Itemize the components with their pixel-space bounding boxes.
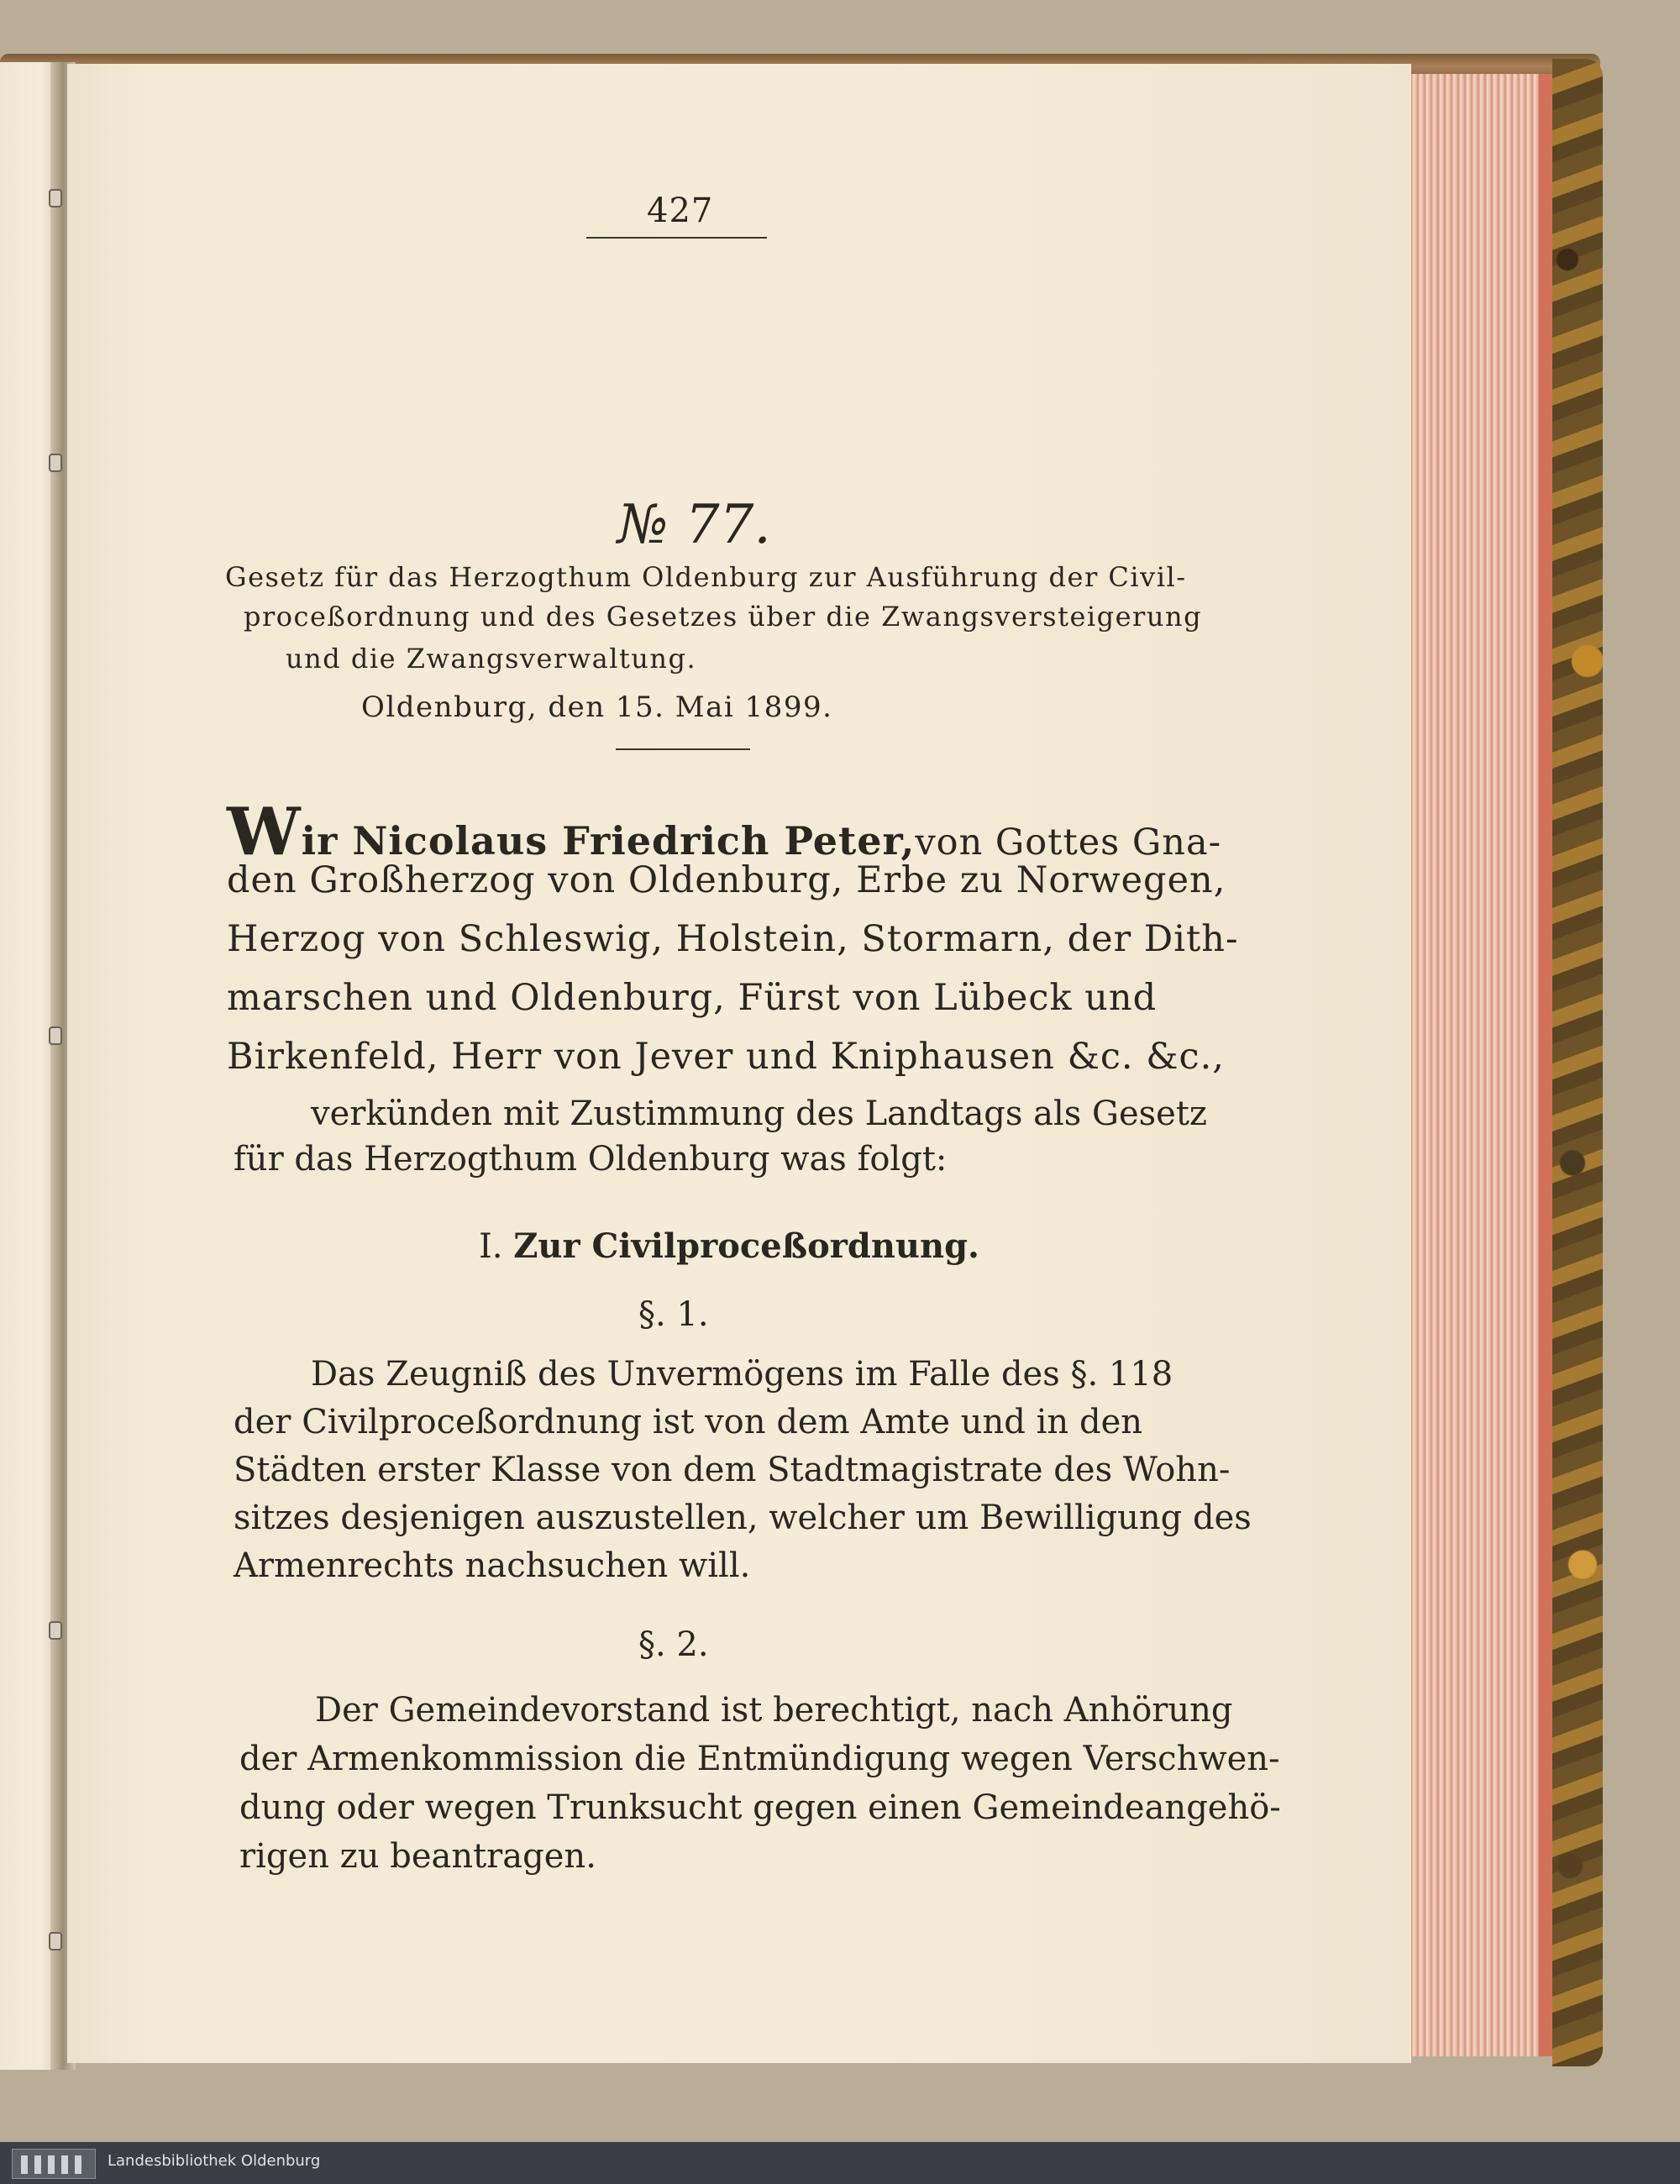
- section-1-line-5: Armenrechts nachsuchen will.: [234, 1546, 751, 1585]
- heading-separator: [616, 748, 750, 750]
- law-heading-line-3: und die Zwangsverwaltung.: [286, 643, 697, 675]
- section-1-line-3: Städten erster Klasse von dem Stadtmagistrate des Wohn-: [234, 1451, 1231, 1489]
- page-number-rule: [586, 237, 767, 239]
- binding-stitch: [49, 1932, 62, 1950]
- library-logo-icon: [12, 2149, 96, 2179]
- marbled-cover: [1552, 59, 1603, 2066]
- library-name: Landesbibliothek Oldenburg: [108, 2152, 321, 2170]
- sovereign-name: ir Nicolaus Friedrich Peter,: [301, 818, 916, 864]
- law-heading-line-1: Gesetz für das Herzogthum Oldenburg zur Ausführung der Civil-: [225, 561, 1187, 593]
- viewer-footer-bar: [0, 2142, 1680, 2184]
- part-title-text: Zur Civilproceßordnung.: [513, 1226, 979, 1266]
- proclamation-line-1: verkünden mit Zustimmung des Landtags als Gesetz: [311, 1095, 1207, 1133]
- binding-stitch: [49, 1026, 62, 1045]
- section-2-line-1: Der Gemeindevorstand ist berechtigt, nach Anhörung: [315, 1691, 1233, 1730]
- binding-stitch: [49, 454, 62, 472]
- part-title: [479, 1226, 979, 1266]
- page-number: 427: [647, 192, 714, 230]
- section-2-line-3: dung oder wegen Trunksucht gegen einen Gemeindeangehö-: [239, 1788, 1281, 1827]
- preamble-line-1-rest: von Gottes Gna-: [915, 822, 1222, 864]
- page-fore-edges: [1407, 74, 1554, 2056]
- preamble-line-2: den Großherzog von Oldenburg, Erbe zu Norwegen,: [227, 859, 1226, 901]
- binding-stitch: [49, 189, 62, 207]
- law-date-line: Oldenburg, den 15. Mai 1899.: [361, 690, 833, 724]
- proclamation-line-2: für das Herzogthum Oldenburg was folgt:: [234, 1140, 948, 1179]
- section-1-line-4: sitzes desjenigen auszustellen, welcher um Bewilligung des: [234, 1499, 1252, 1537]
- section-1-title: §. 1.: [638, 1295, 709, 1334]
- drop-cap-initial: W: [227, 794, 302, 870]
- section-2-line-4: rigen zu beantragen.: [239, 1837, 596, 1876]
- law-number: № 77.: [617, 494, 771, 556]
- section-1-line-1: Das Zeugniß des Unvermögens im Falle des §. 118: [311, 1355, 1173, 1394]
- binding-stitch: [49, 1621, 62, 1640]
- preamble-line-5: Birkenfeld, Herr von Jever und Kniphausen &c. &c.,: [227, 1036, 1225, 1078]
- preamble-line-4: marschen und Oldenburg, Fürst von Lübeck und: [227, 977, 1158, 1019]
- section-2-title: §. 2.: [638, 1625, 709, 1664]
- part-numeral: I.: [479, 1227, 503, 1266]
- law-heading-line-2: proceßordnung und des Gesetzes über die Zwangsversteigerung: [244, 601, 1203, 633]
- section-1-line-2: der Civilproceßordnung ist von dem Amte und in den: [234, 1403, 1142, 1441]
- section-2-line-2: der Armenkommission die Entmündigung wegen Verschwen-: [239, 1740, 1280, 1778]
- preamble-line-3: Herzog von Schleswig, Holstein, Stormarn, der Dith-: [227, 918, 1239, 960]
